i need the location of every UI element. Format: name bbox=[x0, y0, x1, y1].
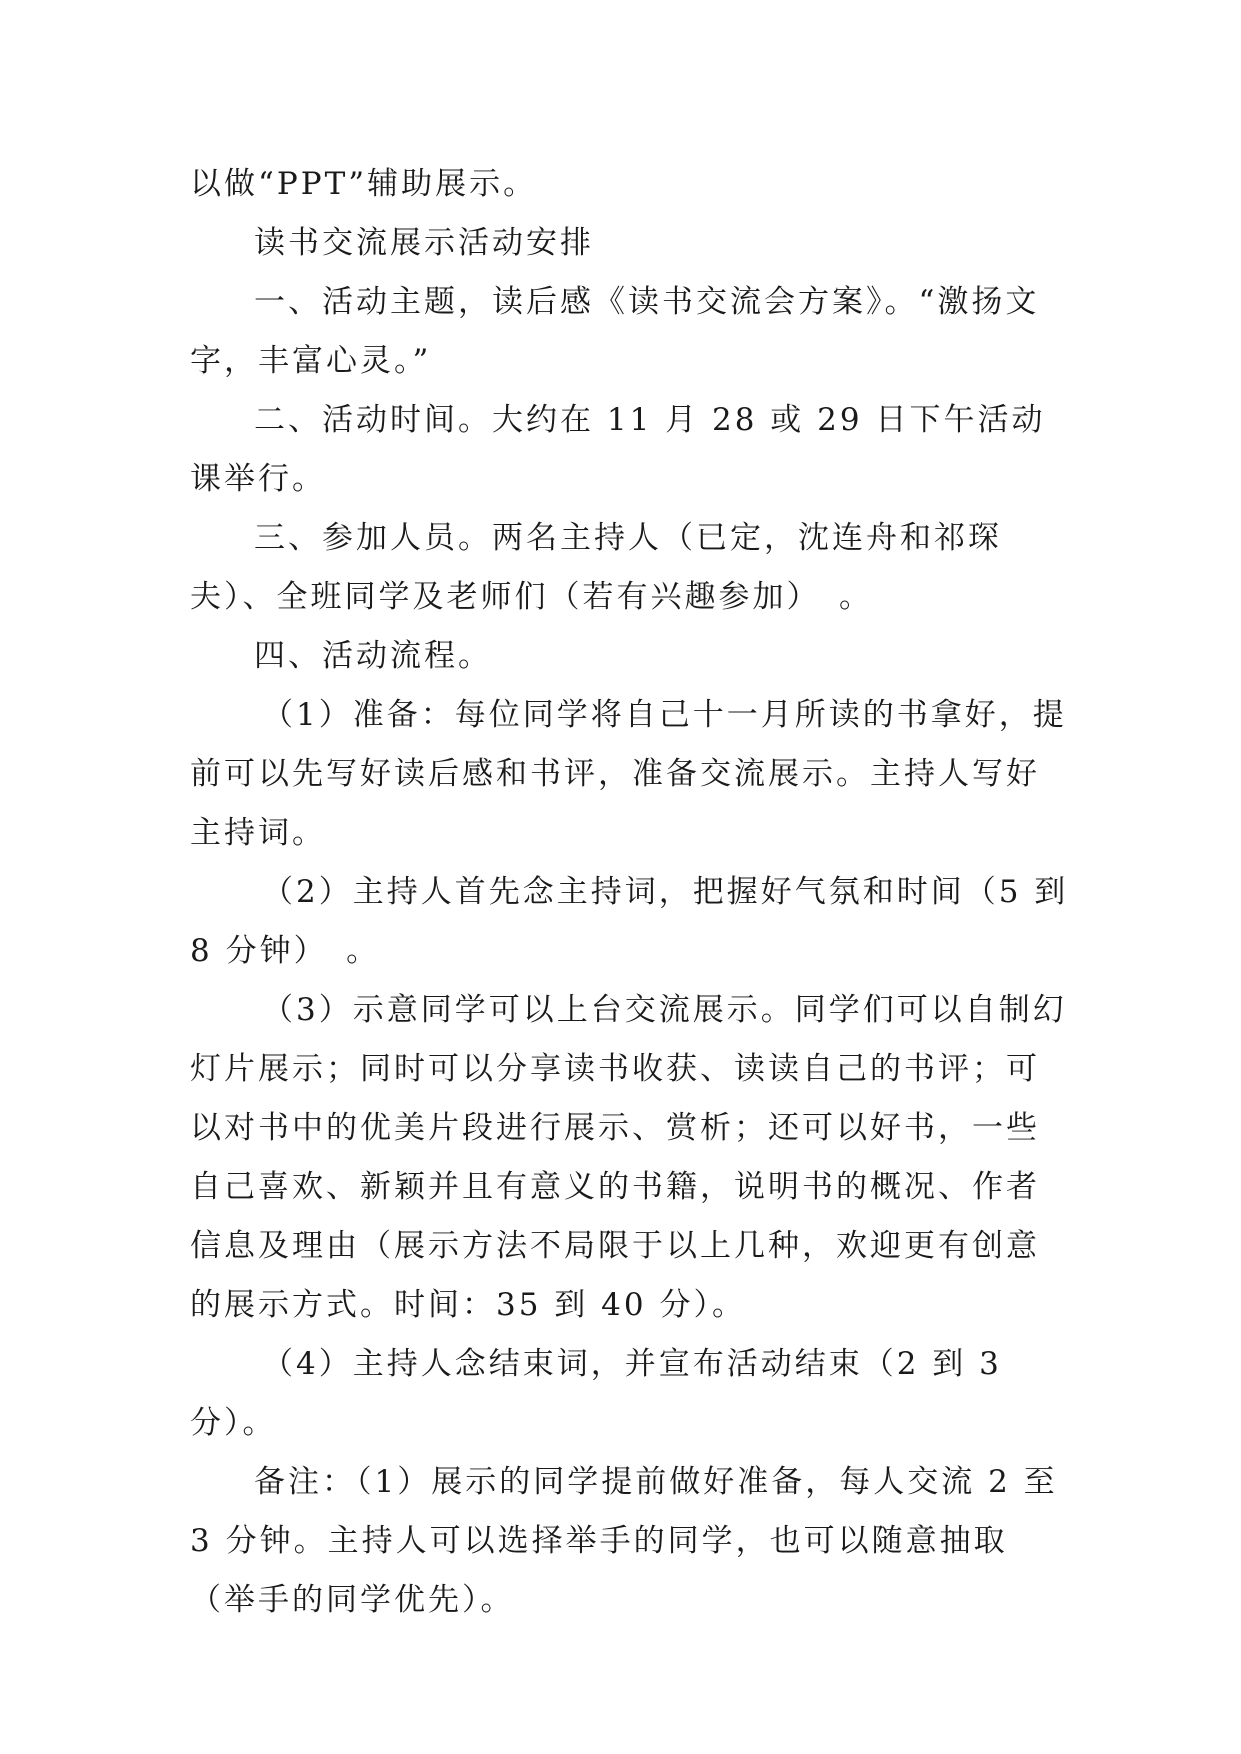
paragraph-participants: 三、参加人员。两名主持人（已定，沈连舟和祁琛夫）、全班同学及老师们（若有兴趣参加） 。 bbox=[190, 520, 1002, 615]
paragraph-continuation: 以做“PPT”辅助展示。 bbox=[190, 166, 538, 202]
section-title: 读书交流展示活动安排 bbox=[254, 225, 594, 261]
paragraph-step-1: （1）准备：每位同学将自己十一月所读的书拿好，提前可以先写好读后感和书评，准备交流展示。主持人写好主持词。 bbox=[190, 697, 1067, 851]
paragraph-time: 二、活动时间。大约在 11 月 28 或 29 日下午活动课举行。 bbox=[190, 402, 1046, 497]
paragraph-step-2: （2）主持人首先念主持词，把握好气氛和时间（5 到 8 分钟） 。 bbox=[190, 874, 1069, 969]
document-body bbox=[190, 155, 1070, 1630]
paragraph-process-heading: 四、活动流程。 bbox=[254, 638, 492, 674]
paragraph-note: 备注：（1）展示的同学提前做好准备，每人交流 2 至 3 分钟。主持人可以选择举手的同学，也可以随意抽取（举手的同学优先）。 bbox=[190, 1464, 1058, 1618]
paragraph-theme: 一、活动主题，读后感《读书交流会方案》。“激扬文字，丰富心灵。” bbox=[190, 284, 1040, 379]
paragraph-step-4: （4）主持人念结束词，并宣布活动结束（2 到 3 分）。 bbox=[190, 1346, 1002, 1441]
paragraph-step-3: （3）示意同学可以上台交流展示。同学们可以自制幻灯片展示；同时可以分享读书收获、读读自己的书评；可以对书中的优美片段进行展示、赏析；还可以好书，一些自己喜欢、新颖并且有意义的书籍，说明书的概况、作者信息及理由（展示方法不局限于以上几种，欢迎更有创意的展示方式。时间：35 到 40 分）。 bbox=[190, 992, 1067, 1323]
